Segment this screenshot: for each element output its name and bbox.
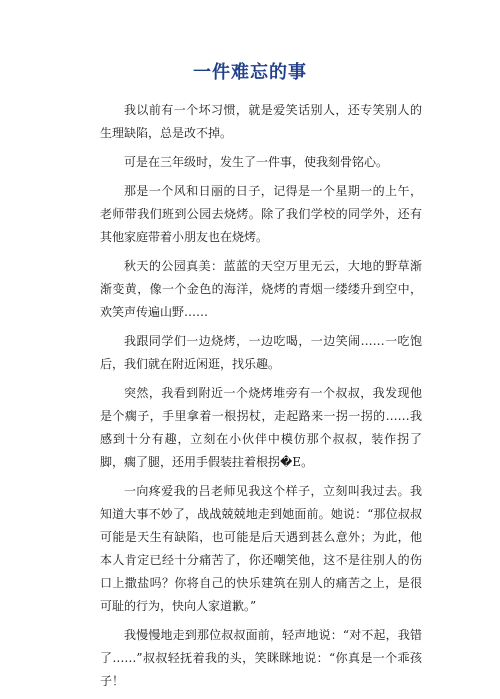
paragraph-1: 我以前有一个坏习惯，就是爱笑话别人，还专笑别人的生理缺陷，总是改不掉。	[100, 103, 422, 140]
paragraph-3: 那是一个风和日丽的日子，记得是一个星期一的上午，老师带我们班到公园去烧烤。除了我们学校的同学外，还有其他家庭带着小朋友也在烧烤。	[100, 184, 422, 244]
paragraph-2: 可是在三年级时，发生了一件事，使我刻骨铭心。	[124, 155, 389, 169]
article-body	[100, 99, 422, 699]
paragraph-7: 一向疼爱我的吕老师见我这个样子，立刻叫我过去。我知道大事不妙了，战战兢兢地走到她面前。她说：“那位叔叔可能是天生有缺陷，也可能是后天遇到甚么意外；为此，他本人肯定已经十分痛苦了，你还嘲笑他，这不是往别人的伤口上撒盐吗？你将自己的快乐建筑在别人的痛苦之上，是很可耻的行为，快向人家道歉。”	[100, 484, 422, 613]
paragraph-8: 我慢慢地走到那位叔叔面前，轻声地说：“对不起，我错了……”叔叔轻抚着我的头，笑眯眯地说：“你真是一个乖孩子！	[100, 628, 422, 688]
paragraph-6: 突然，我看到附近一个烧烤堆旁有一个叔叔，我发现他是个瘸子，手里拿着一根拐杖，走起路来一拐一拐的……我感到十分有趣，立刻在小伙伴中模仿那个叔叔，装作拐了脚，瘸了腿，还用手假装拄着根拐�E。	[100, 386, 422, 469]
paragraph-5: 我跟同学们一边烧烤，一边吃喝，一边笑闹……一吃饱后，我们就在附近闲逛，找乐趣。	[100, 334, 422, 371]
paragraph-4: 秋天的公园真美：蓝蓝的天空万里无云，大地的野草渐渐变黄，像一个金色的海洋，烧烤的青烟一缕缕升到空中，欢笑声传遍山野……	[100, 259, 422, 319]
article-title: 一件难忘的事	[193, 62, 307, 83]
